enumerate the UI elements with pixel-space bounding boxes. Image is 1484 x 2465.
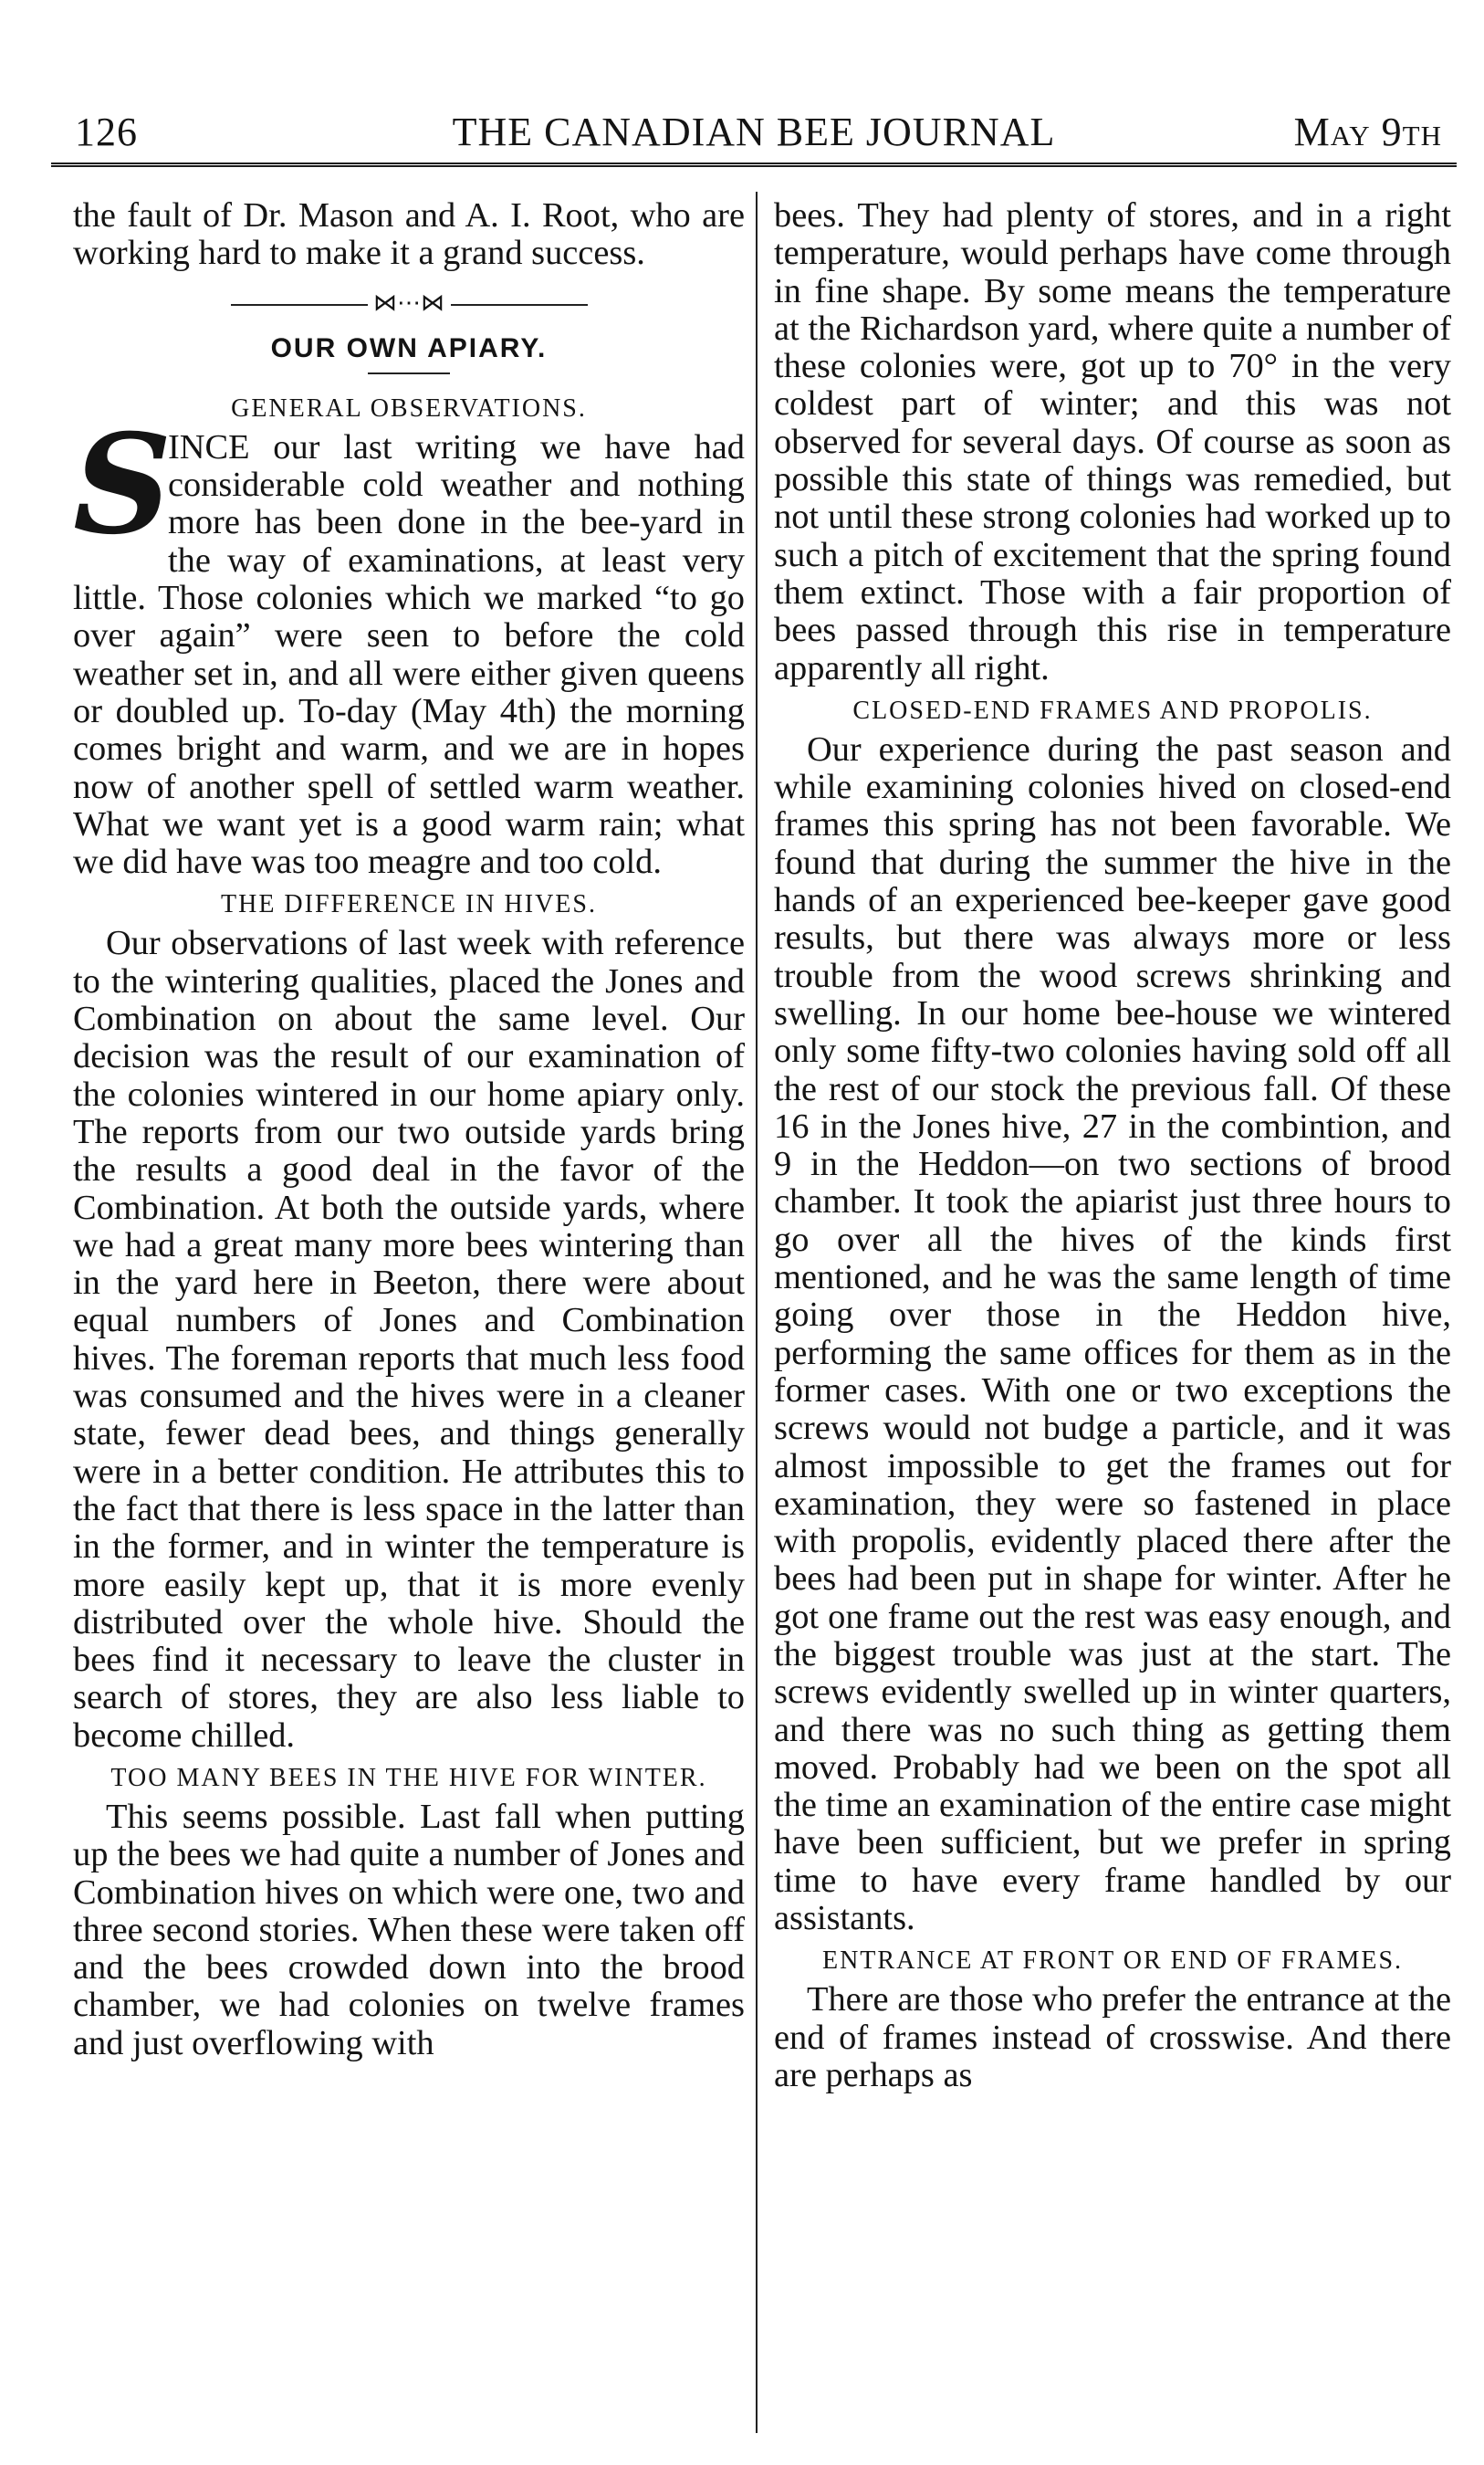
general-observations-heading: GENERAL OBSERVATIONS. [231,393,587,423]
intro-paragraph: the fault of Dr. Mason and A. I. Root, who are working hard to make it a grand success. [73,196,745,273]
drop-cap: S [73,404,172,565]
closed-end-frames-paragraph: Our experience during the past season and while examining colonies hived on closed-end frames this spring has not been favorable. We found that during the summer the hive in the hands of an experienced bee-keeper gave good results, but there was always more or less trouble from the wood screws shrinking and swelling. In our home bee-house we wintered only some fifty-two colonies having sold off all the rest of our stock the previous fall. Of these 16 in the Jones hive, 27 in the combintion, and 9 in the Heddon—on two sections of brood chamber. It took the apiarist just three hours to go over all the hives of the kinds first mentioned, and he was the same length of time going over those in the Heddon hive, performing the same offices for them as in the former cases. With one or two exceptions the screws would not budge a particle, and it was almost impossible to get the frames out for examination, they were so fastened in place with propolis, evidently placed there after the bees had been put in shape for winter. After he got one frame out the rest was easy enough, and the biggest trouble was just at the start. The screws evidently swelled up in winter quarters, and there was no such thing as getting them moved. Probably had we been on the spot all the time an examination of the entire case might have been sufficient, but we prefer in spring time to have every frame handled by our assistants. [774,729,1451,1938]
general-observations-text: INCE our last writing we have had considerable cold weather and nothing more has been done in the bee-yard in the way of examinations, at least very little. Those colonies which we marked “to go over again” were seen to before the cold weather set in, and all were either given queens or doubled up. To-day (May 4th) the morning comes bright and warm, and we are in hopes now of another spell of settled warm weather. What we want yet is a good warm rain; what we did have was too meagre and too cold. [73,427,745,882]
closed-end-frames-heading: CLOSED-END FRAMES AND PROPOLIS. [852,696,1373,725]
continued-paragraph: bees. They had plenty of stores, and in a right temperature, would perhaps have come through in fine shape. By some means the temperature at the Richardson yard, where quite a number of these colonies were, got up to 70° in the very coldest part of winter; and this was not observed for several days. Of course as soon as possible this state of things was remedied, but not until these strong colonies had worked up to such a pitch of excitement that the spring found them extinct. Those with a fair proportion of bees passed through this rise in temperature apparently all right. [774,196,1451,687]
difference-in-hives-paragraph: Our observations of last week with reference to the wintering qualities, placed the Jones and Combination on about the same level. Our decision was the result of our examination of the colonies wintered in our home apiary only. The reports from our two outside yards bring the results a good deal in the favor of the Combination. At both the outside yards, where we had a great many more bees wintering than in the yard here in Beeton, there were about equal numbers of Jones and Combination hives. The foreman reports that much less food was consumed and the hives were in a cleaner state, fewer dead bees, and things generally were in a better condition. He attributes this to the fact that there is less space in the latter than in the former, and in winter the temperature is more easily kept up, that it is more evenly distributed over the whole hive. Should the bees find it necessary to leave the cluster in search of stores, they are also less liable to become chilled. [73,924,745,1755]
page-number: 126 [75,110,138,154]
section-title: OUR OWN APIARY. [270,332,548,363]
ornament-rule-left [231,304,368,306]
column-divider [756,192,758,2433]
too-many-bees-paragraph: This seems possible. Last fall when putting up the bees we had quite a number of Jones and Combination hives on which were one, two and three second stories. When these were taken off and the bees crowded down into the brood chamber, we had colonies on twelve frames and just overflowing with [73,1797,745,2062]
left-column [73,197,745,2062]
section-ornament [73,289,745,317]
ornament-rule-right [451,304,588,306]
difference-in-hives-heading: THE DIFFERENCE IN HIVES. [221,890,597,919]
too-many-bees-heading: TOO MANY BEES IN THE HIVE FOR WINTER. [110,1763,707,1792]
entrance-heading: ENTRANCE AT FRONT OR END OF FRAMES. [821,1946,1404,1976]
page-header [51,102,1457,167]
right-column [774,197,1451,2094]
ornament-glyph: ⋈⋯⋈ [373,288,444,316]
title-rule [368,372,450,374]
entrance-paragraph: There are those who prefer the entrance at the end of frames instead of crosswise. And there are perhaps as [774,1980,1451,2094]
journal-title: THE CANADIAN BEE JOURNAL [452,110,1056,154]
issue-date: May 9th [1293,110,1442,154]
